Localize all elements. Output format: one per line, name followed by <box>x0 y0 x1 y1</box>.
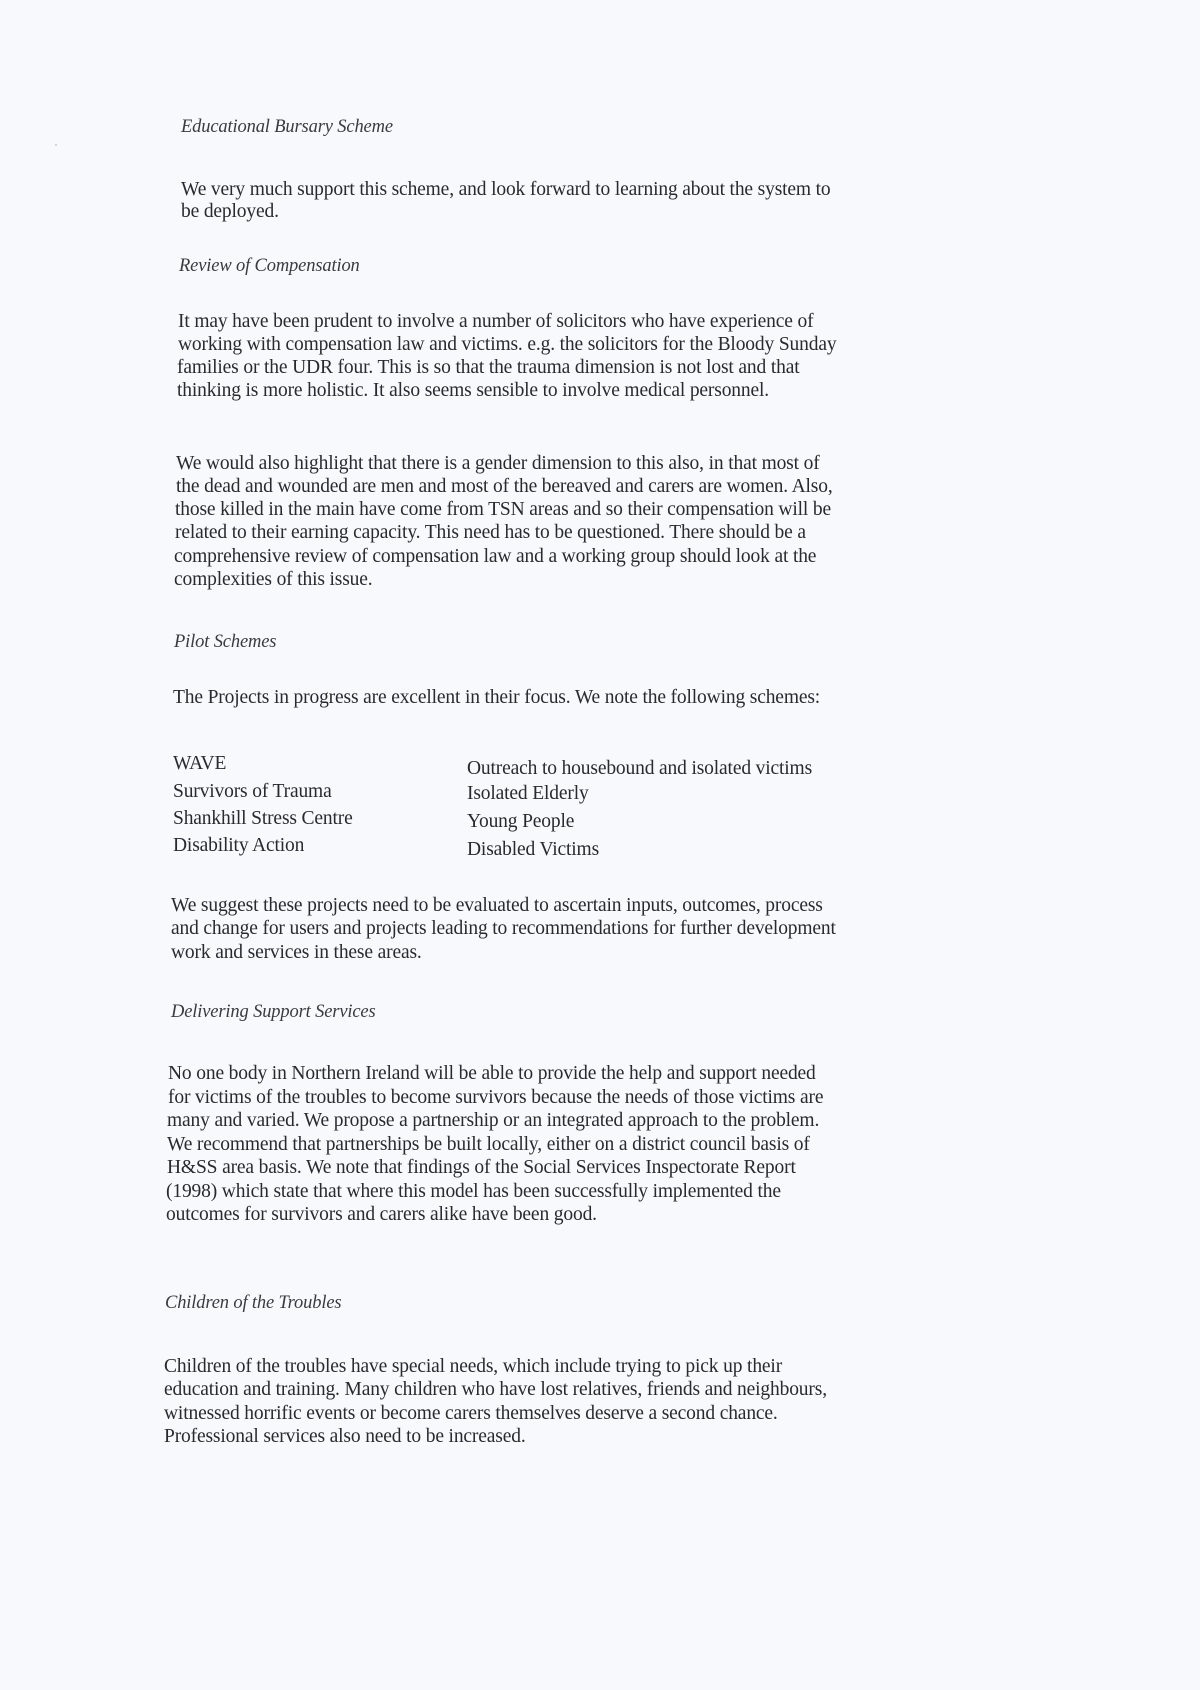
paragraph-line: the dead and wounded are men and most of the bereaved and carers are women. Also, <box>176 476 833 497</box>
paragraph-line: (1998) which state that where this model has been successfully implemented the <box>166 1181 781 1202</box>
scheme-focus: Disabled Victims <box>467 839 600 860</box>
paragraph-line: thinking is more holistic. It also seems sensible to involve medical personnel. <box>177 380 770 401</box>
paragraph-line: education and training. Many children who have lost relatives, friends and neighbours, <box>164 1379 827 1400</box>
scheme-focus: Outreach to housebound and isolated victims <box>467 758 813 779</box>
paragraph-line: It may have been prudent to involve a number of solicitors who have experience of <box>178 311 814 332</box>
paragraph-line: H&SS area basis. We note that findings of the Social Services Inspectorate Report <box>167 1157 796 1178</box>
scheme-name: Disability Action <box>173 835 305 856</box>
paragraph-line: complexities of this issue. <box>174 569 373 590</box>
paragraph-line: work and services in these areas. <box>171 942 422 963</box>
section-heading-pilot-schemes: Pilot Schemes <box>174 632 277 652</box>
scan-speck <box>55 144 57 146</box>
scheme-name: Shankhill Stress Centre <box>173 808 353 829</box>
paragraph-line: Professional services also need to be increased. <box>164 1426 526 1447</box>
paragraph-line: outcomes for survivors and carers alike have been good. <box>166 1204 597 1225</box>
paragraph-line: We would also highlight that there is a gender dimension to this also, in that most of <box>176 453 820 474</box>
paragraph-line: for victims of the troubles to become survivors because the needs of those victims are <box>168 1087 824 1108</box>
paragraph-line: working with compensation law and victims. e.g. the solicitors for the Bloody Sunday <box>178 334 837 355</box>
scheme-name: Survivors of Trauma <box>173 781 332 802</box>
paragraph-line: We recommend that partnerships be built locally, either on a district council basis of <box>167 1134 810 1155</box>
section-heading-educational-bursary: Educational Bursary Scheme <box>181 117 393 137</box>
paragraph-line: No one body in Northern Ireland will be able to provide the help and support needed <box>168 1063 816 1084</box>
paragraph-line: We very much support this scheme, and look forward to learning about the system to <box>181 179 831 200</box>
paragraph-line: related to their earning capacity. This need has to be questioned. There should be a <box>175 522 806 543</box>
paragraph-line: many and varied. We propose a partnership or an integrated approach to the problem. <box>167 1110 820 1131</box>
scheme-name: WAVE <box>173 753 227 774</box>
paragraph-line: Children of the troubles have special needs, which include trying to pick up their <box>164 1356 783 1377</box>
scheme-focus: Young People <box>467 811 575 832</box>
paragraph-line: and change for users and projects leading to recommendations for further development <box>171 918 836 939</box>
paragraph-line: families or the UDR four. This is so that the trauma dimension is not lost and that <box>177 357 800 378</box>
paragraph-line: We suggest these projects need to be evaluated to ascertain inputs, outcomes, process <box>171 895 823 916</box>
section-heading-review-of-compensation: Review of Compensation <box>179 256 360 276</box>
paragraph-line: witnessed horrific events or become carers themselves deserve a second chance. <box>164 1403 778 1424</box>
scheme-focus: Isolated Elderly <box>467 783 589 804</box>
section-heading-delivering-support-services: Delivering Support Services <box>171 1002 376 1022</box>
paragraph-line: be deployed. <box>181 201 279 222</box>
section-heading-children-of-the-troubles: Children of the Troubles <box>165 1293 342 1313</box>
paragraph-line: those killed in the main have come from TSN areas and so their compensation will be <box>175 499 831 520</box>
paragraph-line: The Projects in progress are excellent in their focus. We note the following schemes: <box>173 687 821 708</box>
paragraph-line: comprehensive review of compensation law and a working group should look at the <box>174 546 817 567</box>
